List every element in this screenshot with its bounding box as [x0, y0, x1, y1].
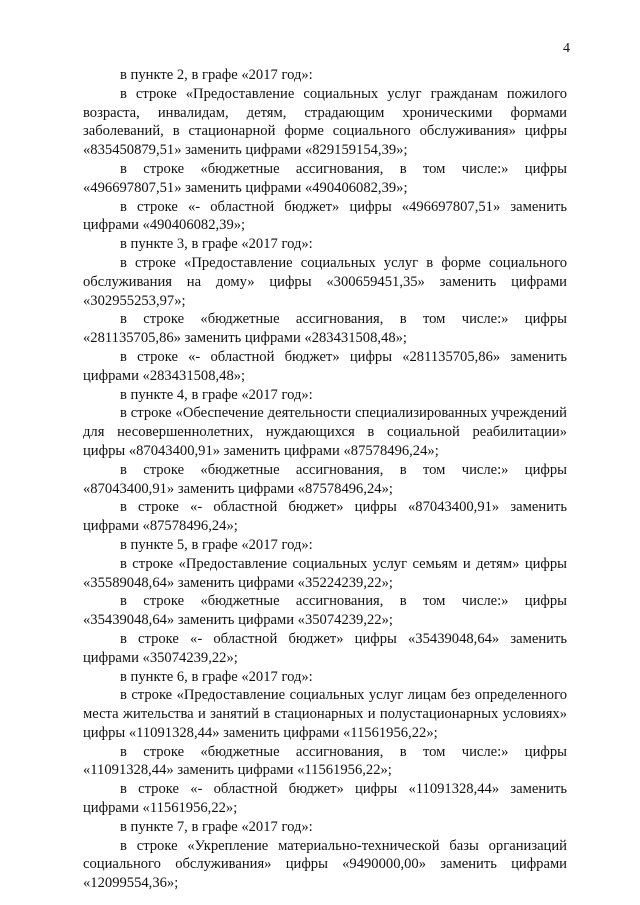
page-number: 4 — [563, 41, 570, 56]
paragraph-item-3-home-services: в строке «Предоставление социальных услуг в форме социального обслуживания на дому» цифры «300659451,35» заменить цифрами «302955253,97»; — [83, 254, 567, 309]
document-body — [83, 66, 567, 893]
paragraph-item-2-budget-allocations: в строке «бюджетные ассигнования, в том числе:» цифры «496697807,51» заменить цифрами «490406082,39»; — [83, 160, 567, 196]
paragraph-item-6-homeless-services: в строке «Предоставление социальных услуг лицам без определенного места жительства и занятий в стационарных и полустационарных условиях» цифры «11091328,44» заменить цифрами «11561956,22»; — [83, 687, 567, 741]
paragraph-item-7-infrastructure: в строке «Укрепление материально-технической базы организаций социального обслуживания» цифры «9490000,00» заменить цифрами «12099554,36»; — [83, 837, 567, 892]
paragraph-item-4-budget-allocations: в строке «бюджетные ассигнования, в том числе:» цифры «87043400,91» заменить цифрами «87578496,24»; — [83, 461, 567, 497]
paragraph-item-5-regional-budget: в строке «- областной бюджет» цифры «35439048,64» заменить цифрами «35074239,22»; — [83, 630, 567, 666]
paragraph-item-3-budget-allocations: в строке «бюджетные ассигнования, в том числе:» цифры «281135705,86» заменить цифрами «283431508,48»; — [83, 311, 567, 347]
paragraph-item-7-header: в пункте 7, в графе «2017 год»: — [120, 818, 313, 835]
paragraph-item-5-header: в пункте 5, в графе «2017 год»: — [120, 536, 313, 553]
paragraph-item-5-budget-allocations: в строке «бюджетные ассигнования, в том числе:» цифры «35439048,64» заменить цифрами «35074239,22»; — [83, 593, 567, 629]
paragraph-item-6-header: в пункте 6, в графе «2017 год»: — [120, 668, 313, 685]
paragraph-item-2-regional-budget: в строке «- областной бюджет» цифры «496697807,51» заменить цифрами «490406082,39»; — [83, 198, 567, 234]
paragraph-item-4-specialized-institutions: в строке «Обеспечение деятельности специализированных учреждений для несовершеннолетних, нуждающихся в социальной реабилитации» цифры «87043400,91» заменить цифрами «87578496,24»; — [83, 405, 567, 459]
paragraph-item-2-elderly-services: в строке «Предоставление социальных услуг гражданам пожилого возраста, инвалидам, детям, страдающим хроническими формами заболеваний, в стационарной форме социального обслуживания» цифры «835450879,51» заменить цифрами «829159154,39»; — [83, 85, 567, 159]
paragraph-item-6-budget-allocations: в строке «бюджетные ассигнования, в том числе:» цифры «11091328,44» заменить цифрами «11561956,22»; — [83, 743, 567, 779]
paragraph-item-6-regional-budget: в строке «- областной бюджет» цифры «11091328,44» заменить цифрами «11561956,22»; — [83, 781, 567, 817]
paragraph-item-4-regional-budget: в строке «- областной бюджет» цифры «87043400,91» заменить цифрами «87578496,24»; — [83, 499, 567, 535]
paragraph-item-2-header: в пункте 2, в графе «2017 год»: — [120, 67, 313, 83]
paragraph-item-5-family-services: в строке «Предоставление социальных услуг семьям и детям» цифры «35589048,64» заменить цифрами «35224239,22»; — [83, 555, 567, 591]
paragraph-item-4-header: в пункте 4, в графе «2017 год»: — [120, 386, 313, 403]
paragraph-item-3-header: в пункте 3, в графе «2017 год»: — [120, 236, 313, 253]
paragraph-item-3-regional-budget: в строке «- областной бюджет» цифры «281135705,86» заменить цифрами «283431508,48»; — [83, 348, 567, 384]
